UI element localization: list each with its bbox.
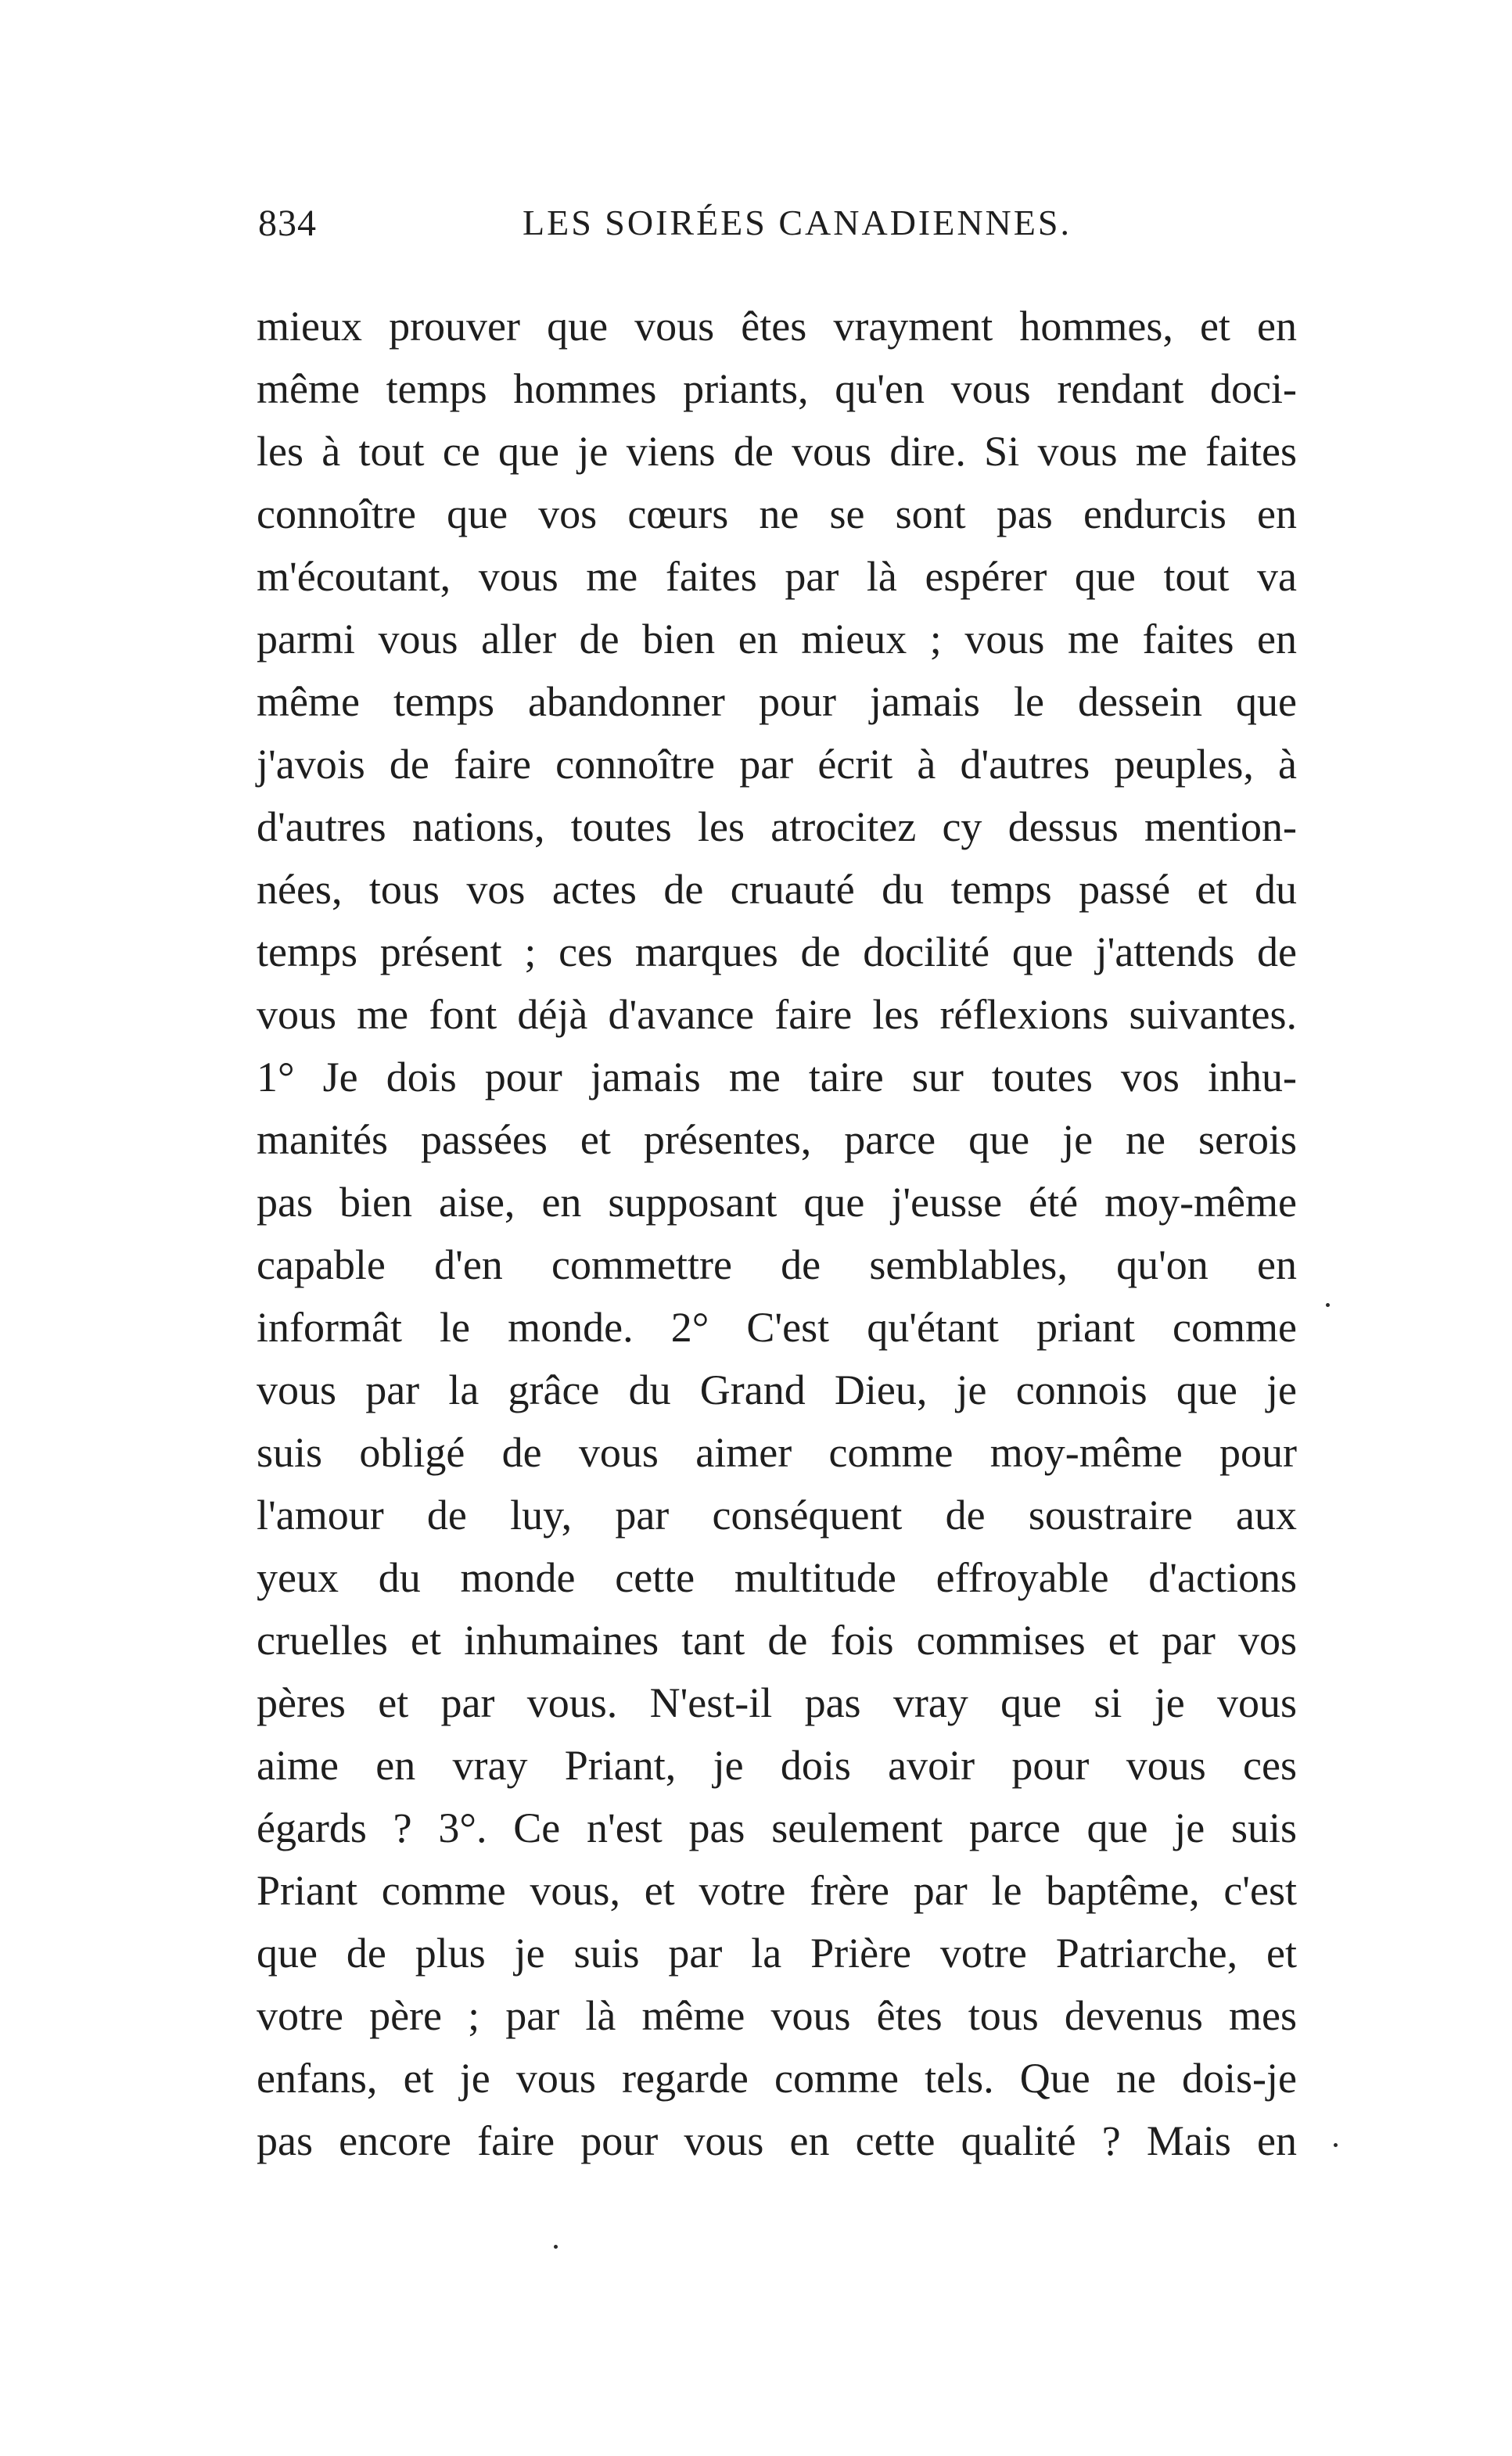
- text-line: même temps hommes priants, qu'en vous rendant doci-: [257, 365, 1297, 412]
- text-line: même temps abandonner pour jamais le dessein que: [257, 678, 1297, 725]
- text-line: mieux prouver que vous êtes vrayment hommes, et en: [257, 303, 1297, 350]
- text-line: aime en vray Priant, je dois avoir pour vous ces: [257, 1742, 1297, 1789]
- text-line: informât le monde. 2° C'est qu'étant priant comme: [257, 1304, 1297, 1351]
- text-line: cruelles et inhumaines tant de fois commises et par vos: [257, 1617, 1297, 1664]
- text-line: vous par la grâce du Grand Dieu, je connois que je: [257, 1366, 1297, 1413]
- text-line: pas bien aise, en supposant que j'eusse été moy-même: [257, 1179, 1297, 1226]
- text-line: pas encore faire pour vous en cette qualité ? Mais en: [257, 2117, 1297, 2164]
- text-line: temps présent ; ces marques de docilité que j'attends de: [257, 928, 1297, 975]
- text-line: votre père ; par là même vous êtes tous devenus mes: [257, 1992, 1297, 2039]
- text-line: nées, tous vos actes de cruauté du temps passé et du: [257, 866, 1297, 913]
- text-line: manités passées et présentes, parce que je ne serois: [257, 1116, 1297, 1163]
- text-line: les à tout ce que je viens de vous dire. Si vous me faites: [257, 428, 1297, 475]
- text-line: enfans, et je vous regarde comme tels. Que ne dois-je: [257, 2055, 1297, 2102]
- running-title: LES SOIRÉES CANADIENNES.: [523, 203, 1072, 242]
- text-line: que de plus je suis par la Prière votre Patriarche, et: [257, 1930, 1297, 1977]
- text-line: connoître que vos cœurs ne se sont pas endurcis en: [257, 490, 1297, 537]
- text-line: m'écoutant, vous me faites par là espérer que tout va: [257, 553, 1297, 600]
- text-line: l'amour de luy, par conséquent de soustraire aux: [257, 1492, 1297, 1539]
- text-line: capable d'en commettre de semblables, qu'on en: [257, 1241, 1297, 1288]
- text-line: parmi vous aller de bien en mieux ; vous me faites en: [257, 616, 1297, 662]
- text-line: Priant comme vous, et votre frère par le baptême, c'est: [257, 1867, 1297, 1914]
- text-line: d'autres nations, toutes les atrocitez cy dessus mention-: [257, 803, 1297, 850]
- ink-speck: [554, 2245, 558, 2249]
- text-line: 1° Je dois pour jamais me taire sur toutes vos inhu-: [257, 1054, 1297, 1101]
- body-text: [257, 295, 1297, 2172]
- ink-speck: [1334, 2143, 1338, 2147]
- text-line: yeux du monde cette multitude effroyable d'actions: [257, 1554, 1297, 1601]
- text-line: égards ? 3°. Ce n'est pas seulement parce que je suis: [257, 1804, 1297, 1851]
- text-line: vous me font déjà d'avance faire les réflexions suivantes.: [257, 991, 1297, 1038]
- text-line: pères et par vous. N'est-il pas vray que si je vous: [257, 1679, 1297, 1726]
- text-line: suis obligé de vous aimer comme moy-même pour: [257, 1429, 1297, 1476]
- running-head: [258, 202, 1314, 249]
- ink-speck: [1326, 1303, 1330, 1307]
- text-line: j'avois de faire connoître par écrit à d'autres peuples, à: [257, 741, 1297, 788]
- page-number: 834: [258, 203, 317, 244]
